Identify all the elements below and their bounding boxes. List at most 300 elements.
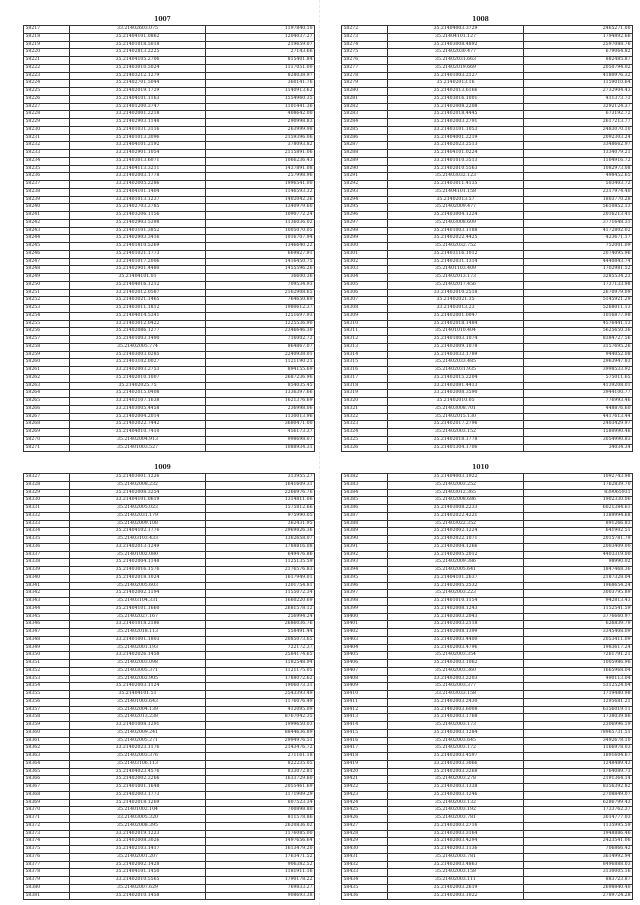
amount-cell: 1201754.81: [206, 582, 315, 590]
reference-code-cell: 35.21402002.2266: [70, 776, 206, 784]
row-id-cell: 58291: [342, 173, 388, 181]
amount-cell: 1225536.90: [206, 320, 315, 328]
row-id-cell: 58259: [24, 351, 70, 359]
reference-code-cell: 35.21403005.371: [70, 667, 206, 675]
table-row: [24, 150, 315, 158]
reference-code-cell: 35.21402008.3254: [70, 489, 206, 497]
table-row: [342, 675, 633, 683]
amount-cell: 1362658.07: [206, 536, 315, 544]
reference-code-cell: 35.21402003.192: [388, 807, 524, 815]
table-row: [24, 289, 315, 297]
row-id-cell: 58419: [342, 760, 388, 768]
amount-cell: 1066236.43: [206, 157, 315, 165]
table-row: [342, 869, 633, 877]
reference-code-cell: 35.21402010.5563: [388, 165, 524, 173]
row-id-cell: 58308: [342, 305, 388, 313]
reference-code-cell: 35.21403012.365: [388, 489, 524, 497]
row-id-cell: 58378: [24, 869, 70, 877]
reference-code-cell: 35.21402005.2532: [388, 582, 524, 590]
table-row: [24, 590, 315, 598]
reference-code-cell: 33.21402010.5565: [70, 877, 206, 885]
table-row: [24, 582, 315, 590]
amount-cell: 4417613.44: [524, 413, 633, 421]
amount-cell: 236998.06: [206, 405, 315, 413]
reference-code-cell: 33.21402603.075: [70, 26, 206, 34]
amount-cell: 1575812.66: [206, 505, 315, 513]
table-row: [24, 489, 315, 497]
table-row: [24, 72, 315, 80]
table-row: [24, 212, 315, 220]
reference-code-cell: 35.21402003.1773: [70, 791, 206, 799]
row-id-cell: 58371: [24, 815, 70, 823]
reference-code-cell: 33.21402081.4413: [388, 382, 524, 390]
amount-cell: 1803770.28: [524, 196, 633, 204]
amount-cell: 716002.72: [206, 336, 315, 344]
amount-cell: 408642.00: [206, 111, 315, 119]
table-row: [24, 336, 315, 344]
row-id-cell: 58231: [24, 134, 70, 142]
table-row: [342, 274, 633, 282]
table-row: [24, 892, 315, 900]
amount-cell: 34034.34: [524, 444, 633, 452]
reference-code-cell: 33.21404113.3211: [70, 165, 206, 173]
amount-cell: 2003409.00: [524, 543, 633, 551]
row-id-cell: 58225: [24, 88, 70, 96]
amount-cell: 3130005.16: [524, 869, 633, 877]
amount-cell: 3285534.23: [524, 274, 633, 282]
amount-cell: 1140913.62: [206, 88, 315, 96]
row-id-cell: 58318: [342, 382, 388, 390]
table-row: [342, 367, 633, 375]
table-row: [342, 405, 633, 413]
row-id-cell: 58335: [24, 536, 70, 544]
reference-code-cell: 35.21402010.1458: [70, 892, 206, 900]
reference-code-cell: 35.21402003.172: [388, 745, 524, 753]
row-id-cell: 58244: [24, 235, 70, 243]
amount-cell: 1763471.52: [206, 853, 315, 861]
reference-code-cell: 35.21402003.1246: [388, 791, 524, 799]
row-id-cell: 58354: [24, 683, 70, 691]
table-row: [24, 111, 315, 119]
amount-cell: 1346640.22: [206, 243, 315, 251]
table-row: [24, 142, 315, 150]
reference-code-cell: 35.21402022.7442: [70, 421, 206, 429]
reference-code-cell: 33.21401001.1803: [70, 636, 206, 644]
row-id-cell: 58430: [342, 846, 388, 854]
table-row: [342, 853, 633, 861]
row-id-cell: 58241: [24, 212, 70, 220]
amount-cell: 2015781.79: [524, 536, 633, 544]
table-row: [24, 877, 315, 885]
table-row: [342, 289, 633, 297]
amount-cell: 942813.43: [524, 598, 633, 606]
table-row: [342, 722, 633, 730]
row-id-cell: 58239: [24, 196, 70, 204]
reference-code-cell: 35.21404101.2637: [388, 574, 524, 582]
reference-code-cell: 35.21402002.905: [70, 675, 206, 683]
reference-code-cell: 35.21401031.3116: [70, 126, 206, 134]
amount-cell: 2670979.09: [524, 289, 633, 297]
reference-code-cell: 35.21402009.1078: [388, 343, 524, 351]
row-id-cell: 58289: [342, 157, 388, 165]
row-id-cell: 58426: [342, 815, 388, 823]
row-id-cell: 58373: [24, 830, 70, 838]
row-id-cell: 58386: [342, 505, 388, 513]
row-id-cell: 58375: [24, 846, 70, 854]
amount-cell: 1155072.34: [206, 590, 315, 598]
table-row: [24, 312, 315, 320]
reference-code-cell: 35.21401010.404: [388, 328, 524, 336]
row-id-cell: 58251: [24, 289, 70, 297]
reference-code-cell: 35.21402813.2225: [70, 49, 206, 57]
row-id-cell: 58399: [342, 605, 388, 613]
row-id-cell: 58415: [342, 729, 388, 737]
reference-code-cell: 35.21402005.023: [70, 505, 206, 513]
amount-cell: 1130013.96: [206, 413, 315, 421]
row-id-cell: 58421: [342, 776, 388, 784]
reference-code-cell: 35.21402003.3164: [388, 830, 524, 838]
table-row: [24, 359, 315, 367]
reference-code-cell: 35.21401001.1648: [70, 784, 206, 792]
reference-code-cell: 33.21401013.1237: [70, 196, 206, 204]
reference-code-cell: 35.21402008.395: [70, 822, 206, 830]
amount-cell: 6286799.43: [524, 799, 633, 807]
amount-cell: 3345408.09: [524, 629, 633, 637]
row-id-cell: 58265: [24, 398, 70, 406]
row-id-cell: 58286: [342, 134, 388, 142]
reference-code-cell: 35.21401003.643: [70, 698, 206, 706]
table-row: [24, 351, 315, 359]
row-id-cell: 58317: [342, 374, 388, 382]
reference-code-cell: 35.21402001.0047: [388, 312, 524, 320]
amount-cell: 263999.98: [206, 126, 315, 134]
amount-cell: 1794892.66: [524, 33, 633, 41]
row-id-cell: 58296: [342, 212, 388, 220]
table-row: [24, 528, 315, 536]
amount-cell: 1554960.35: [206, 95, 315, 103]
amount-cell: 4180976.32: [524, 72, 633, 80]
reference-code-cell: 35.21403103.433: [70, 536, 206, 544]
table-row: [24, 768, 315, 776]
row-id-cell: 58261: [24, 367, 70, 375]
amount-cell: 2187328.04: [524, 574, 633, 582]
amount-cell: 2115891.06: [206, 150, 315, 158]
ledger-page-2: [341, 15, 631, 452]
row-id-cell: 58292: [342, 181, 388, 189]
amount-cell: 3776660.97: [524, 613, 633, 621]
row-id-cell: 58331: [24, 505, 70, 513]
table-row: [342, 173, 633, 181]
row-id-cell: 58274: [342, 41, 388, 49]
row-id-cell: 58418: [342, 753, 388, 761]
amount-cell: 908693.38: [206, 892, 315, 900]
reference-code-cell: 35.21402005.271: [70, 737, 206, 745]
amount-cell: 1314811.06: [206, 497, 315, 505]
row-id-cell: 58312: [342, 336, 388, 344]
amount-cell: 626839.79: [524, 621, 633, 629]
table-row: [24, 274, 315, 282]
reference-code-cell: 35.21402003.2118: [388, 621, 524, 629]
table-row: [342, 142, 633, 150]
table-row: [24, 405, 315, 413]
row-id-cell: 58233: [24, 150, 70, 158]
amount-cell: 78965731.51: [524, 729, 633, 737]
table-row: [342, 258, 633, 266]
reference-code-cell: 35.21402031.179: [70, 512, 206, 520]
reference-code-cell: 35.21402703.2785: [70, 204, 206, 212]
table-row: [342, 505, 633, 513]
reference-code-cell: 35.21402022.4221: [388, 512, 524, 520]
row-id-cell: 58362: [24, 745, 70, 753]
reference-code-cell: 35.21403101.3852: [70, 227, 206, 235]
row-id-cell: 58423: [342, 791, 388, 799]
reference-code-cell: 35.21404101.0224: [388, 150, 524, 158]
table-row: [24, 181, 315, 189]
table-row: [342, 150, 633, 158]
row-id-cell: 58252: [24, 297, 70, 305]
reference-code-cell: 35.21401103.409: [388, 266, 524, 274]
amount-cell: 4172802.02: [524, 227, 633, 235]
reference-code-cell: 35.21402031.1314: [388, 258, 524, 266]
reference-code-cell: 33.21402003.1778: [70, 173, 206, 181]
reference-code-cell: 35.21402033.485: [388, 359, 524, 367]
reference-code-cell: 35.21403016.1576: [70, 567, 206, 575]
row-id-cell: 58328: [24, 481, 70, 489]
row-id-cell: 58412: [342, 706, 388, 714]
table-row: [342, 528, 633, 536]
row-id-cell: 58359: [24, 722, 70, 730]
row-id-cell: 58351: [24, 660, 70, 668]
reference-code-cell: 35.21403008.609: [388, 219, 524, 227]
reference-code-cell: 35.21402003.152: [388, 429, 524, 437]
reference-code-cell: 35.21402009.108: [70, 520, 206, 528]
row-id-cell: 58275: [342, 49, 388, 57]
table-row: [24, 204, 315, 212]
row-id-cell: 58277: [342, 64, 388, 72]
amount-cell: 2191364.14: [524, 776, 633, 784]
ledger-page-4: [341, 463, 631, 900]
reference-code-cell: 35.21402903.1148: [70, 119, 206, 127]
row-id-cell: 58278: [342, 72, 388, 80]
amount-cell: 1660220.69: [206, 598, 315, 606]
table-row: [24, 822, 315, 830]
table-row: [342, 41, 633, 49]
table-row: [342, 227, 633, 235]
table-row: [342, 243, 633, 251]
reference-code-cell: 33.21402010.2518: [388, 289, 524, 297]
amount-cell: 3492678.10: [524, 737, 633, 745]
ledger-table: [341, 25, 633, 452]
amount-cell: 1117051.00: [206, 64, 315, 72]
row-id-cell: 58301: [342, 250, 388, 258]
table-row: [342, 26, 633, 34]
table-row: [342, 219, 633, 227]
amount-cell: 906382.52: [206, 861, 315, 869]
table-row: [24, 41, 315, 49]
amount-cell: 4139208.01: [524, 382, 633, 390]
table-row: [342, 312, 633, 320]
table-row: [24, 621, 315, 629]
amount-cell: 828038.97: [206, 72, 315, 80]
amount-cell: 575011.65: [524, 374, 633, 382]
table-row: [24, 807, 315, 815]
row-id-cell: 58249: [24, 274, 70, 282]
reference-code-cell: 33.21401018.2186: [70, 621, 206, 629]
reference-code-cell: 35.21404003.3729: [388, 26, 524, 34]
row-id-cell: 58263: [24, 382, 70, 390]
reference-code-cell: 35.21404003.1922: [388, 474, 524, 482]
row-id-cell: 58294: [342, 196, 388, 204]
amount-cell: 882485.87: [524, 57, 633, 65]
amount-cell: 1088934.31: [206, 444, 315, 452]
row-id-cell: 58369: [24, 799, 70, 807]
table-row: [24, 281, 315, 289]
row-id-cell: 58235: [24, 165, 70, 173]
table-row: [24, 830, 315, 838]
reference-code-cell: 33.21403005.4458: [70, 405, 206, 413]
reference-code-cell: 35.21402903.5398: [70, 219, 206, 227]
reference-code-cell: 35.21402003.3268: [388, 768, 524, 776]
amount-cell: 8767042.35: [206, 714, 315, 722]
row-id-cell: 58338: [24, 559, 70, 567]
table-row: [24, 297, 315, 305]
amount-cell: 839065931: [524, 489, 633, 497]
table-row: [24, 698, 315, 706]
reference-code-cell: 35.21402017.456: [388, 281, 524, 289]
reference-code-cell: 35.21402015.130: [388, 413, 524, 421]
row-id-cell: 58306: [342, 289, 388, 297]
reference-code-cell: 35.21402009.386: [388, 559, 524, 567]
table-row: [24, 512, 315, 520]
table-row: [342, 629, 633, 637]
reference-code-cell: 35.21404102.1776: [70, 528, 206, 536]
table-row: [342, 543, 633, 551]
table-row: [342, 784, 633, 792]
amount-cell: 3157695.26: [524, 343, 633, 351]
table-row: [24, 853, 315, 861]
reference-code-cell: 35.21402004.139: [70, 706, 206, 714]
amount-cell: 1996541.00: [206, 181, 315, 189]
amount-cell: 854035.45: [206, 382, 315, 390]
table-row: [24, 367, 315, 375]
table-row: [24, 374, 315, 382]
reference-code-cell: 35.21401010.1154: [388, 598, 524, 606]
reference-code-cell: 35.21402032.752: [388, 243, 524, 251]
row-id-cell: 58363: [24, 753, 70, 761]
table-row: [342, 398, 633, 406]
reference-code-cell: 33.21403005.320: [70, 815, 206, 823]
row-id-cell: 58416: [342, 737, 388, 745]
table-row: [24, 559, 315, 567]
table-row: [342, 250, 633, 258]
reference-code-cell: 35.21402003.2716: [388, 822, 524, 830]
table-row: [24, 675, 315, 683]
amount-cell: 1104916.72: [524, 157, 633, 165]
reference-code-cell: 35.21402003.2043: [388, 613, 524, 621]
row-id-cell: 58326: [342, 444, 388, 452]
amount-cell: 1497656.64: [206, 838, 315, 846]
reference-code-cell: 33.21402012.0587: [70, 289, 206, 297]
reference-code-cell: 33.21402001.2218: [70, 111, 206, 119]
amount-cell: 2240938.01: [206, 351, 315, 359]
reference-code-cell: 35.21402003.278: [388, 776, 524, 784]
row-id-cell: 58226: [24, 95, 70, 103]
table-row: [342, 497, 633, 505]
reference-code-cell: 35.21402003.4400: [388, 636, 524, 644]
row-id-cell: 58285: [342, 126, 388, 134]
amount-cell: 1790178.22: [206, 877, 315, 885]
table-row: [24, 567, 315, 575]
amount-cell: 456173.37: [206, 429, 315, 437]
reference-code-cell: 35.21404101.1163: [70, 95, 206, 103]
table-row: [342, 95, 633, 103]
table-row: [342, 582, 633, 590]
reference-code-cell: 35.21402003.2791: [388, 119, 524, 127]
amount-cell: 423671.17: [524, 235, 633, 243]
reference-code-cell: 35.21403206.1156: [70, 212, 206, 220]
reference-code-cell: 35.21401810.5269: [70, 243, 206, 251]
row-id-cell: 58348: [24, 636, 70, 644]
row-id-cell: 58374: [24, 838, 70, 846]
row-id-cell: 58281: [342, 95, 388, 103]
table-row: [24, 660, 315, 668]
row-id-cell: 58433: [342, 869, 388, 877]
reference-code-cell: 33.21402013.1249: [70, 543, 206, 551]
table-row: [24, 667, 315, 675]
amount-cell: 558491.44: [206, 629, 315, 637]
amount-cell: 894155.69: [206, 367, 315, 375]
row-id-cell: 58339: [24, 567, 70, 575]
table-row: [342, 815, 633, 823]
amount-cell: 3003795.89: [524, 590, 633, 598]
table-row: [24, 57, 315, 65]
table-row: [342, 877, 633, 885]
table-row: [342, 88, 633, 96]
table-row: [24, 520, 315, 528]
amount-cell: 1182548.94: [206, 660, 315, 668]
table-row: [342, 636, 633, 644]
amount-cell: 764650.89: [206, 297, 315, 305]
reference-code-cell: 35.21402003.1136: [388, 846, 524, 854]
amount-cell: 1633729.60: [206, 776, 315, 784]
reference-code-cell: 35.21402086.1277: [70, 328, 206, 336]
amount-cell: 2050794.02: [524, 64, 633, 72]
amount-cell: 1204037.27: [206, 33, 315, 41]
row-id-cell: 58279: [342, 80, 388, 88]
row-id-cell: 58316: [342, 367, 388, 375]
reference-code-cell: 35.21402013.238: [70, 714, 206, 722]
amount-cell: 975990.05: [206, 512, 315, 520]
table-row: [342, 165, 633, 173]
row-id-cell: 58420: [342, 768, 388, 776]
row-id-cell: 58327: [24, 474, 70, 482]
reference-code-cell: 35.21403104.331: [70, 598, 206, 606]
row-id-cell: 58395: [342, 574, 388, 582]
amount-cell: 8844636.89: [206, 729, 315, 737]
table-row: [342, 235, 633, 243]
amount-cell: 1580990.46: [524, 429, 633, 437]
reference-code-cell: 33.21402901.1054: [70, 150, 206, 158]
amount-cell: 412095.09: [206, 706, 315, 714]
table-row: [24, 33, 315, 41]
amount-cell: 1665968.04: [524, 667, 633, 675]
table-row: [24, 543, 315, 551]
reference-code-cell: 35.21402013.173: [388, 274, 524, 282]
row-id-cell: 58381: [24, 892, 70, 900]
row-id-cell: 58299: [342, 235, 388, 243]
table-row: [24, 729, 315, 737]
table-row: [24, 505, 315, 513]
